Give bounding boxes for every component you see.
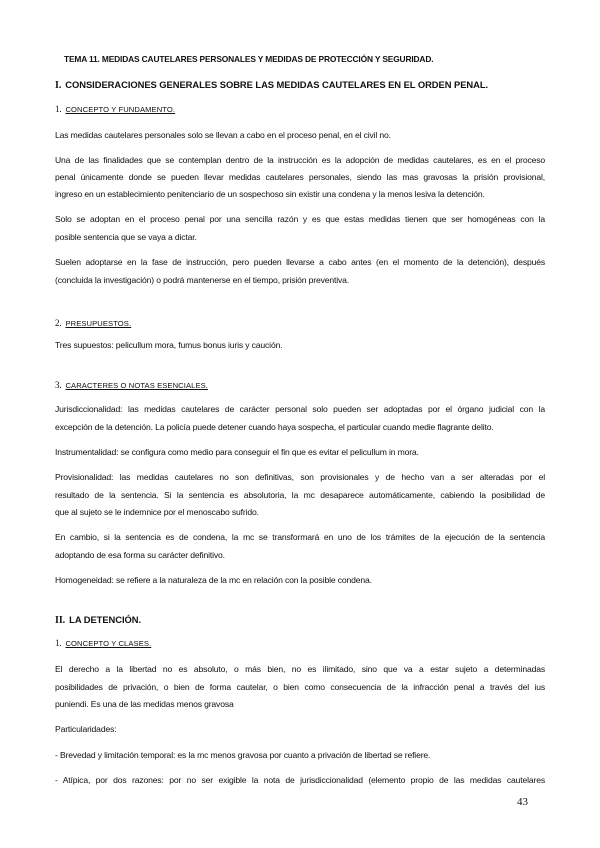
paragraph: Particularidades:	[55, 724, 117, 734]
subsection-1-2-heading	[55, 318, 131, 329]
paragraph-line: En cambio, si la sentencia es de condena, la mc se transformará en uno de los trámites de la ejecución de la sentencia	[55, 532, 545, 542]
subsection-1-3-heading	[55, 380, 208, 391]
paragraph-line: excepción de la detención. La policía puede detener cuando haya sospecha, el particular cuando medie flagrante delito.	[55, 422, 494, 432]
section-2-title: LA DETENCIÓN.	[69, 614, 142, 625]
paragraph-line: (concluida la investigación) o podrá mantenerse en el tiempo, prisión preventiva.	[55, 275, 350, 285]
page-number: 43	[517, 796, 528, 808]
subsection-number: 3.	[55, 380, 62, 390]
paragraph: Instrumentalidad: se configura como medio para conseguir el fin que es evitar el pelicullum in mora.	[55, 447, 419, 457]
subsection-title: CONCEPTO Y CLASES.	[65, 639, 152, 648]
paragraph-line: Suelen adoptarse en la fase de instrucción, pero pueden llevarse a cabo antes (en el momento de la detención), después	[55, 257, 545, 267]
section-1-title: CONSIDERACIONES GENERALES SOBRE LAS MEDIDAS CAUTELARES EN EL ORDEN PENAL.	[65, 79, 489, 90]
subsection-2-1-heading	[55, 638, 151, 649]
section-1-numeral: I.	[55, 80, 62, 91]
subsection-title: CONCEPTO Y FUNDAMENTO.	[65, 105, 176, 114]
list-item: - Brevedad y limitación temporal: es la mc menos gravosa por cuanto a privación de libertad se refiere.	[55, 750, 431, 760]
paragraph-line: Solo se adoptan en el proceso penal por una sencilla razón y es que estas medidas tienen que ser homogéneas con la	[55, 214, 545, 224]
paragraph-line: posibilidades de privación, o bien de forma cautelar, o bien como consecuencia de la infracción penal a través del ius	[55, 682, 545, 692]
paragraph-line: Jurisdiccionalidad: las medidas cautelares de carácter personal solo pueden ser adoptadas por el órgano judicial con la	[55, 404, 545, 414]
section-2-numeral: II.	[55, 615, 66, 626]
paragraph-line: posible sentencia que se vaya a dictar.	[55, 232, 197, 242]
paragraph-line: puniendi. Es una de las medidas menos gravosa	[55, 699, 234, 709]
paragraph-line: resultado de la sentencia. Si la sentencia es absolutoria, la mc desaparece automáticamente, cabiendo la posibilidad de	[55, 490, 545, 500]
document-title: TEMA 11. MEDIDAS CAUTELARES PERSONALES Y MEDIDAS DE PROTECCIÓN Y SEGURIDAD.	[64, 54, 434, 64]
paragraph-line: que al sujeto se le indemnice por el menoscabo sufrido.	[55, 507, 259, 517]
subsection-title: CARACTERES O NOTAS ESENCIALES.	[65, 381, 208, 390]
section-2-heading	[55, 614, 141, 626]
paragraph-line: Una de las finalidades que se contemplan dentro de la instrucción es la adopción de medidas cautelares, es en el proceso	[55, 155, 545, 165]
subsection-1-1-heading	[55, 104, 175, 115]
paragraph: Tres supuestos: pelicullum mora, fumus bonus iuris y caución.	[55, 340, 283, 350]
paragraph: Las medidas cautelares personales solo se llevan a cabo en el proceso penal, en el civil no.	[55, 130, 391, 140]
paragraph-line: El derecho a la libertad no es absoluto, o más bien, no es ilimitado, sino que va a estar sujeto a determinadas	[55, 664, 545, 674]
list-item: - Atípica, por dos razones: por no ser exigible la nota de jurisdiccionalidad (elemento propio de las medidas cautelares	[55, 775, 545, 785]
subsection-number: 1.	[55, 638, 62, 648]
paragraph-line: ingreso en un establecimiento penitenciario de un sospechoso sin existir una condena y la menos lesiva la detención.	[55, 189, 485, 199]
paragraph-line: penal únicamente donde se pueden llevar medidas cautelares personales, siendo las mas gravosas la prisión provisional,	[55, 172, 545, 182]
paragraph-line: Provisionalidad: las medidas cautelares no son definitivas, son provisionales y de hecho van a ser alteradas por el	[55, 472, 545, 482]
paragraph-line: adoptando de esa forma su carácter definitivo.	[55, 550, 225, 560]
subsection-number: 1.	[55, 104, 62, 114]
section-1-heading	[55, 79, 488, 91]
subsection-number: 2.	[55, 318, 62, 328]
subsection-title: PRESUPUESTOS.	[65, 319, 132, 328]
paragraph: Homogeneidad: se refiere a la naturaleza de la mc en relación con la posible condena.	[55, 575, 372, 585]
